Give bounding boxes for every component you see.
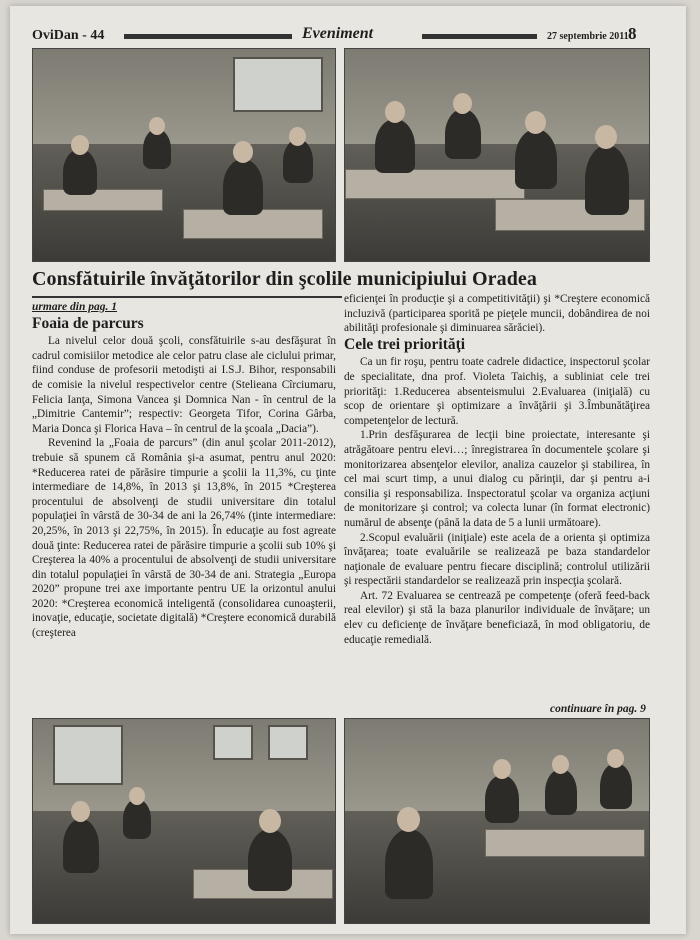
page-number: 8 [628, 24, 637, 43]
header-rule-left [124, 34, 292, 39]
headline-rule [32, 296, 342, 298]
continued-from-label: urmare din pag. 1 [32, 301, 117, 313]
paragraph: Revenind la „Foaia de parcurs” (din anul şcolar 2011-2012), trebuie să spunem că România şi-a asumat, pentru anul 2020: *Reducerea ratei de părăsire timpurie a şcolii la 11,3%, cu ţinte intermediare de 14,8%, în 2013 şi 13,8%, în 2015 *Creşterea procentului de absolvenţi de studii universitare din totalul populaţiei în vârstă de 30-34 de ani la 26,74% (ţinte intermediare: 20,25%, în 2013 şi 22,75%, în 2015). În educaţie au fost agreate două ţinte: Reducerea ratei de părăsire timpurie a şcolii sub 10% şi Creşterea la 40% a procentului de absolvenţi de studii universitare din totalul populaţiei în vârstă de 30-34 de ani. Strategia „Europa 2020” propune trei axe importante pentru UE la orizontul anului 2020: *Creşterea economică inteligentă (consolidarea cunoaşterii, inovaţie, educaţie, societate digitală) *Creştere economică durabilă (creşterea [32, 437, 336, 640]
newspaper-page [10, 6, 686, 934]
right-column [344, 292, 650, 647]
subhead-priorities: Cele trei priorităţi [344, 335, 466, 353]
paragraph: eficienţei în producţie şi a competitivităţii) şi *Creştere economică incluzivă (participarea sporită pe pieţele muncii, dobândirea de noi abilităţi profesionale şi diminuarea sărăciei). [344, 293, 650, 335]
paragraph: Ca un fir roşu, pentru toate cadrele didactice, inspectorul şcolar de specialitate, dna prof. Violeta Taichiş, a subliniat cele trei priorităţi: 1.Reducerea absenteismului 2.Evaluarea (iniţială) cu scop de orientare şi optimizare a învăţării şi 3.Îmbunătăţirea competenţelor de lectură. [344, 356, 650, 427]
issue-date: 27 septembrie 2011 [547, 31, 629, 42]
subhead-roadmap: Foaia de parcurs [32, 314, 144, 332]
section-title: Eveniment [302, 25, 374, 42]
publication-issue: OviDan - 44 [32, 28, 105, 43]
paragraph: 1.Prin desfăşurarea de lecţii bine proiectate, interesante şi atrăgătoare pentru elevi…; înregistrarea în documentele şcolare şi monitorizarea absenţelor elevilor, analiza cauzelor şi stabilirea, în cel mai scurt timp, a unui dialog cu părinţii, dar şi pentru a-i consilia şi responsabiliza. Inspectoratul şcolar va organiza acţiuni de monitorizare şi control; va colecta lunar (în format electronic) numărul de absenţe (până la data de 5 a lunii următoare). [344, 429, 650, 529]
classroom-photo-1 [32, 48, 336, 262]
classroom-photo-2 [344, 48, 650, 262]
paragraph: La nivelul celor două şcoli, consfătuirile s-au desfăşurat în cadrul comisiilor metodice ale celor patru clase ale ciclului primar, fiind conduse de profesorii metodişti ai I.S.J. Bihor, responsabili de comisie la nivelul respectivelor centre (Stelieana Cîrciumaru, Felicia Ianţa, Simona Vancea şi Domnica Nan - în centrul de la „Dimitrie Cantemir”; respectiv: Georgeta Tifor, Corina Gârba, Maria Donca şi Florica Hava – în centrul de la şcoala „Dacia”). [32, 335, 336, 435]
classroom-photo-3 [32, 718, 336, 924]
continued-on-label: continuare în pag. 9 [550, 703, 646, 715]
page-header [32, 24, 668, 46]
header-rule-right [422, 34, 537, 39]
paragraph: Art. 72 Evaluarea se centrează pe competenţe (oferă feed-back real elevilor) şi stă la baza planurilor individuale de învăţare; un elev cu deficienţe de învăţare beneficiază, în mod obligatoriu, de educaţie remedială. [344, 589, 650, 646]
left-column [32, 300, 336, 641]
paragraph: 2.Scopul evaluării (iniţiale) este acela de a orienta şi optimiza învăţarea; toate evaluările se realizează pe baza standardelor naţionale de evaluare pentru fiecare disciplină; controlul utilizării şi respectării standardelor se realizează prin inspecţia şcolară. [344, 531, 650, 588]
classroom-photo-4 [344, 718, 650, 924]
article-headline: Consfătuirile învăţătorilor din şcolile municipiului Oradea [32, 268, 538, 290]
